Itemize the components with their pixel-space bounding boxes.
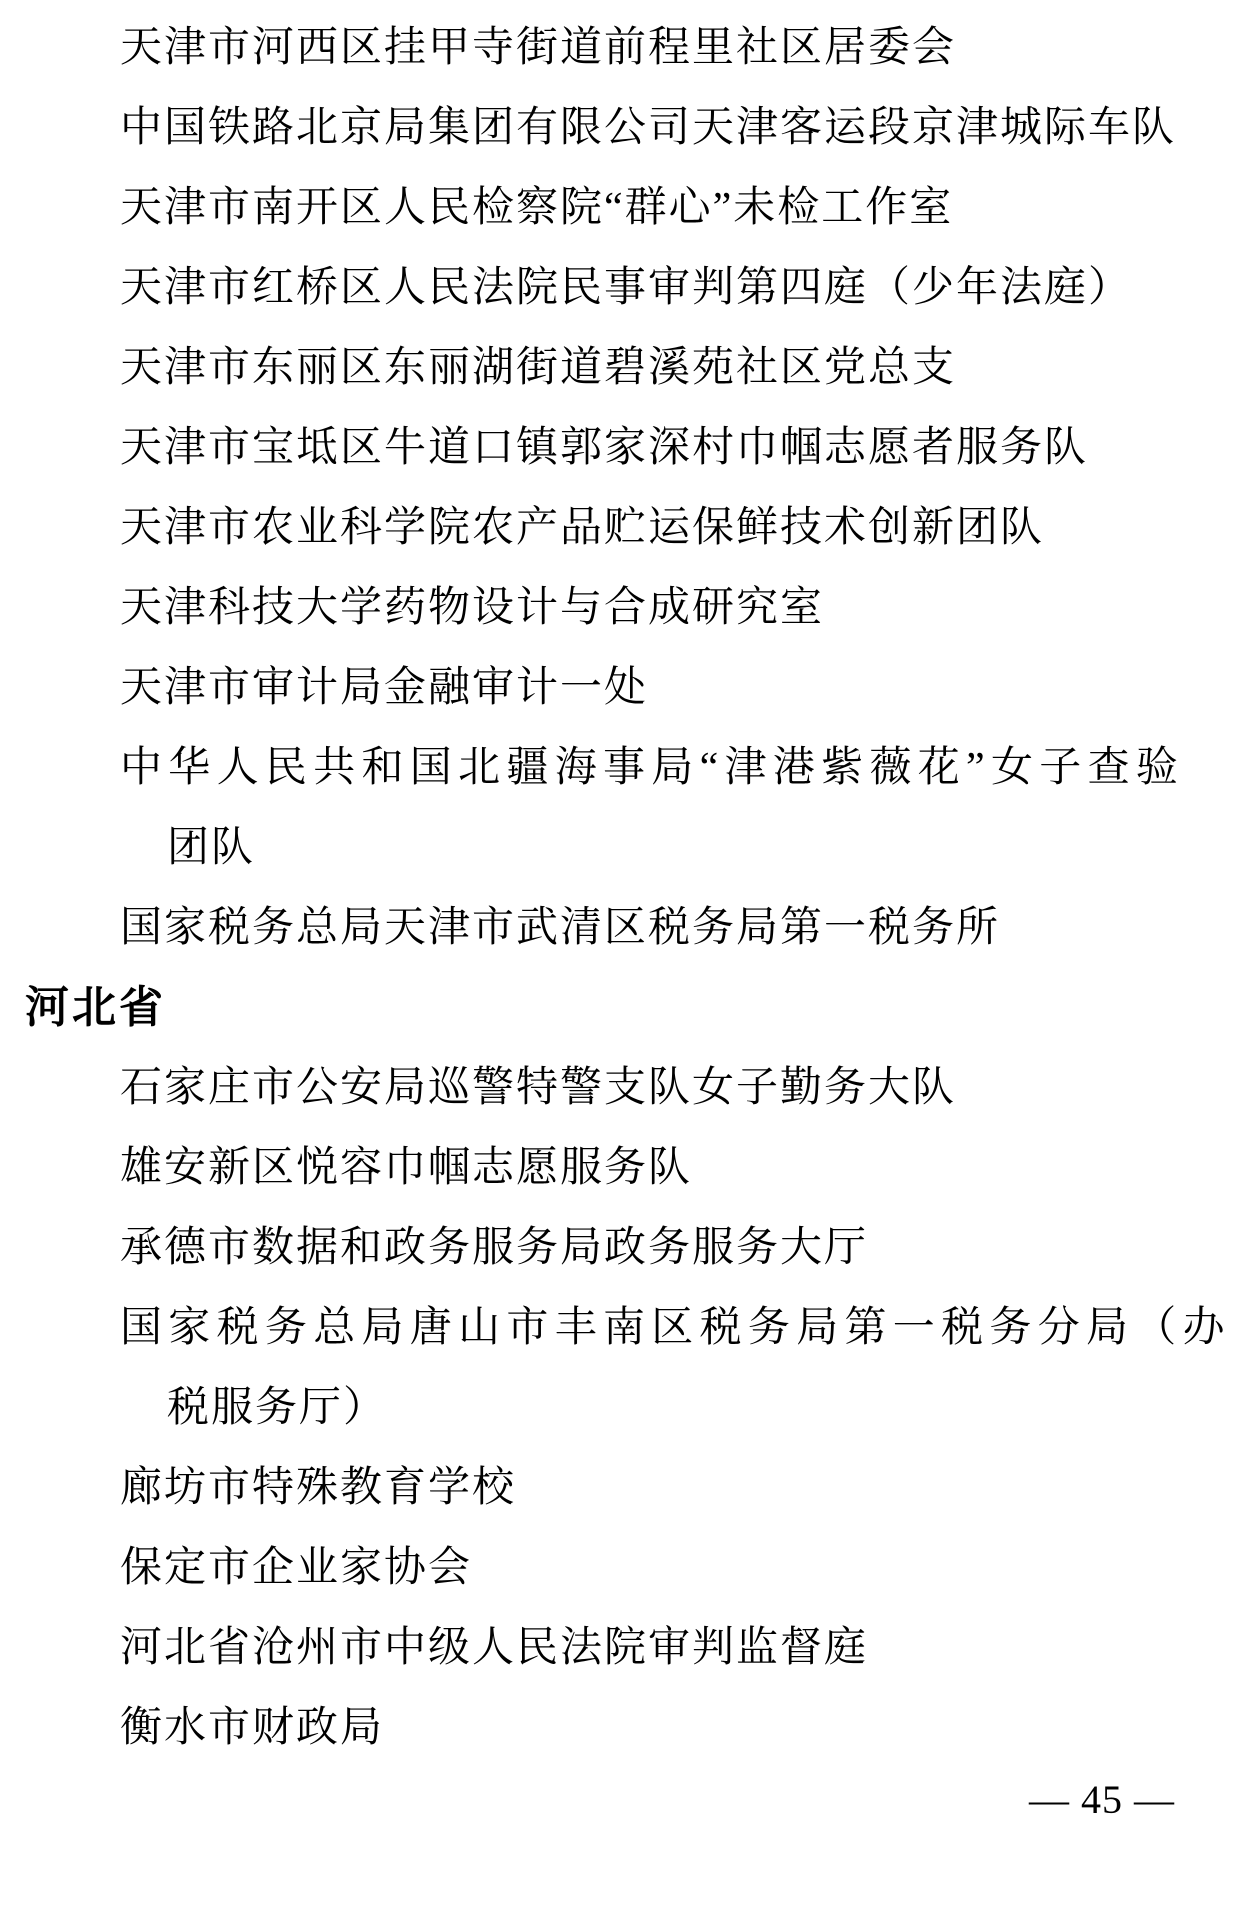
page-number: — 45 —: [1029, 1777, 1175, 1822]
list-item: 承德市数据和政务服务局政务服务大厅: [120, 1225, 869, 1271]
list-item-wrapped-first-line: 国家税务总局唐山市丰南区税务局第一税务分局（办: [120, 1305, 1231, 1351]
list-item-wrapped-first-line: 中华人民共和国北疆海事局“津港紫薇花”女子查验: [120, 745, 1185, 791]
list-item: 天津市南开区人民检察院“群心”未检工作室: [120, 185, 954, 231]
list-item: 天津市宝坻区牛道口镇郭家深村巾帼志愿者服务队: [120, 425, 1089, 471]
list-item: 天津市审计局金融审计一处: [120, 665, 649, 711]
list-item: 河北省沧州市中级人民法院审判监督庭: [120, 1625, 869, 1671]
award-recipient-list: [0, 8, 1242, 1768]
list-item: 国家税务总局天津市武清区税务局第一税务所: [120, 905, 1001, 951]
section-heading-hebei: 河北省: [25, 983, 166, 1032]
list-item: 天津市农业科学院农产品贮运保鲜技术创新团队: [120, 505, 1045, 551]
list-item: 雄安新区悦容巾帼志愿服务队: [120, 1145, 693, 1191]
list-item: 天津科技大学药物设计与合成研究室: [120, 585, 825, 631]
list-item: 保定市企业家协会: [120, 1545, 473, 1591]
list-item: 天津市东丽区东丽湖街道碧溪苑社区党总支: [120, 345, 957, 391]
list-item: 石家庄市公安局巡警特警支队女子勤务大队: [120, 1065, 957, 1111]
list-item: 天津市红桥区人民法院民事审判第四庭（少年法庭）: [120, 265, 1133, 311]
list-item: 中国铁路北京局集团有限公司天津客运段京津城际车队: [120, 105, 1177, 151]
list-item-continuation-line: 税服务厅）: [167, 1385, 388, 1431]
list-item: 衡水市财政局: [120, 1705, 385, 1751]
list-item: 天津市河西区挂甲寺街道前程里社区居委会: [120, 25, 957, 71]
list-item-continuation-line: 团队: [167, 825, 256, 871]
list-item: 廊坊市特殊教育学校: [120, 1465, 517, 1511]
